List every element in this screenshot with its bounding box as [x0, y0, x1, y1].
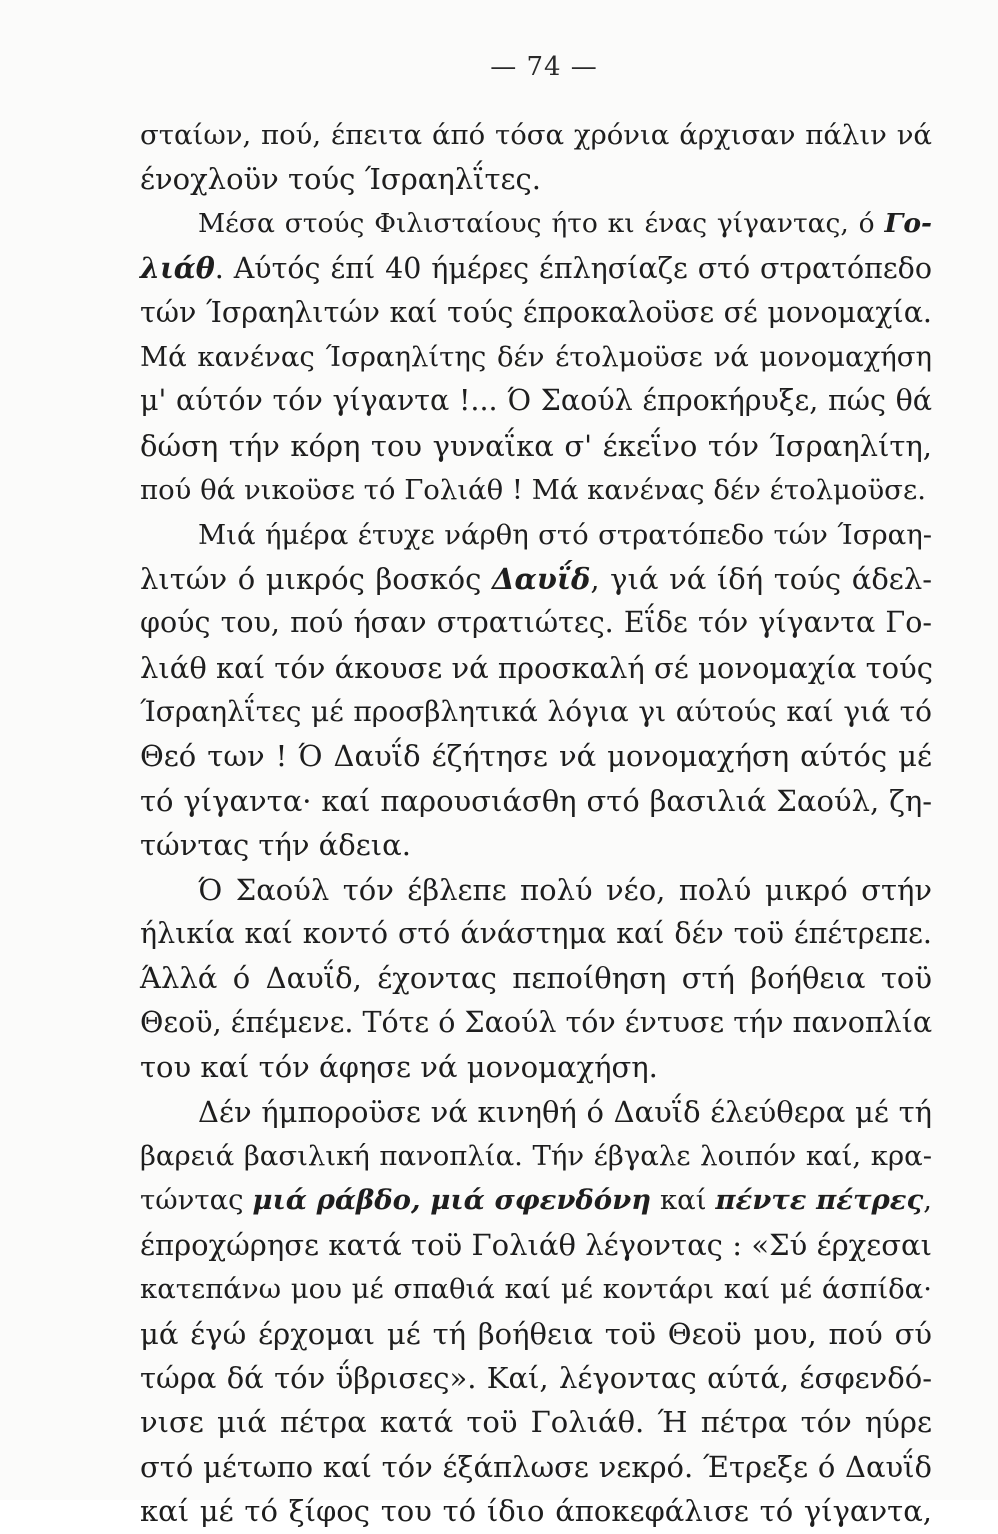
text-line: λιτών ό μικρός βοσκός Δαυΐδ, γιά νά ίδή τούς άδελ- — [140, 561, 932, 596]
text-line: έπροχώρησε κατά τοϋ Γολιάθ λέγοντας : «Σύ έρχεσαι — [140, 1227, 932, 1262]
text-line: φούς του, πού ήσαν στρατιώτες. Εΐδε τόν γίγαντα Γο- — [140, 606, 932, 640]
text-line: νισε μιά πέτρα κατά τοϋ Γολιάθ. Ή πέτρα τόν ηύρε — [140, 1405, 932, 1440]
text-line: βαρειά βασιλική πανοπλία. Τήν έβγαλε λοιπόν καί, κρα- — [140, 1139, 932, 1172]
text-line: τώρα δά τόν ΰβρισες». Καί, λέγοντας αύτά, έσφενδό- — [140, 1360, 932, 1395]
text-line: μά έγώ έρχομαι μέ τή βοήθεια τοϋ Θεοϋ μου, πού σύ — [140, 1316, 932, 1351]
text-line: λιάθ. Αύτός έπί 40 ήμέρες έπλησίαζε στό στρατόπεδο — [140, 251, 932, 286]
text-line: στό μέτωπο καί τόν έξάπλωσε νεκρό. Έτρεξε ό Δαυΐδ — [140, 1449, 932, 1484]
emphasis: λιάθ — [140, 251, 215, 286]
text-line: μ' αύτόν τόν γίγαντα !... Ό Σαούλ έπροκήρυξε, πώς θά — [140, 384, 932, 418]
text-line: Ίσραηλΐτες μέ προσβλητικά λόγια γι αύτούς καί γιά τό — [140, 695, 932, 729]
text-line: Άλλά ό Δαυΐδ, έχοντας πεποίθηση στή βοήθεια τοϋ — [140, 961, 932, 996]
text-line: τών Ίσραηλιτών καί τούς έπροκαλοϋσε σέ μονομαχία. — [140, 295, 932, 329]
text-line: τώντας μιά ράβδο, μιά σφενδόνη καί πέντε πέτρες, — [140, 1184, 932, 1217]
text-line: πού θά νικοϋσε τό Γολιάθ ! Μά κανένας δέν έτολμοϋσε. — [140, 474, 926, 507]
text-line: καί μέ τό ξίφος του τό ίδιο άποκεφάλισε τό γίγαντα, — [140, 1494, 932, 1529]
emphasis: Δαυΐδ — [491, 561, 591, 596]
emphasis: πέντε πέτρες — [715, 1184, 924, 1217]
text-line: τό γίγαντα· καί παρουσιάσθη στό βασιλιά Σαούλ, ζη- — [140, 783, 932, 818]
text-line: Μά κανένας Ίσραηλίτης δέν έτολμοϋσε νά μονομαχήση — [140, 340, 932, 373]
text-line: λιάθ καί τόν άκουσε νά προσκαλή σέ μονομαχία τούς — [140, 650, 933, 685]
text-line: δώση τήν κόρη του γυναΐκα σ' έκεΐνο τόν Ίσραηλίτη, — [140, 428, 932, 463]
text-line: Θεό των ! Ό Δαυΐδ έζήτησε νά μονομαχήση αύτός μέ — [140, 739, 932, 774]
text-line: Δέν ήμποροϋσε νά κινηθή ό Δαυΐδ έλεύθερα μέ τή — [198, 1094, 932, 1129]
text-line: σταίων, πού, έπειτα άπό τόσα χρόνια άρχισαν πάλιν νά — [140, 119, 932, 151]
text-line: Θεοϋ, έπέμενε. Τότε ό Σαούλ τόν έντυσε τήν πανοπλία — [140, 1005, 933, 1039]
emphasis: Γο- — [884, 207, 932, 239]
text-line: Μέσα στούς Φιλισταίους ήτο κι ένας γίγαντας, ό Γο- — [198, 207, 932, 239]
text-line: Μιά ήμέρα έτυχε νάρθη στό στρατόπεδο τών Ίσραη- — [198, 518, 932, 551]
page-number: — 74 — — [490, 52, 598, 82]
emphasis: μιά ράβδο, μιά σφενδόνη — [252, 1184, 652, 1217]
text-line: τώντας τήν άδεια. — [140, 828, 411, 863]
text-line: κατεπάνω μου μέ σπαθιά καί μέ κοντάρι καί μέ άσπίδα· — [140, 1273, 932, 1306]
text-line: ήλικία καί κοντό στό άνάστημα καί δέν τοϋ έπέτρεπε. — [140, 917, 932, 951]
text-line: του καί τόν άφησε νά μονομαχήση. — [140, 1050, 658, 1085]
text-line: Ό Σαούλ τόν έβλεπε πολύ νέο, πολύ μικρό στήν — [198, 872, 932, 907]
text-line: ένοχλοϋν τούς Ίσραηλΐτες. — [140, 162, 541, 197]
body-text — [140, 113, 932, 1534]
